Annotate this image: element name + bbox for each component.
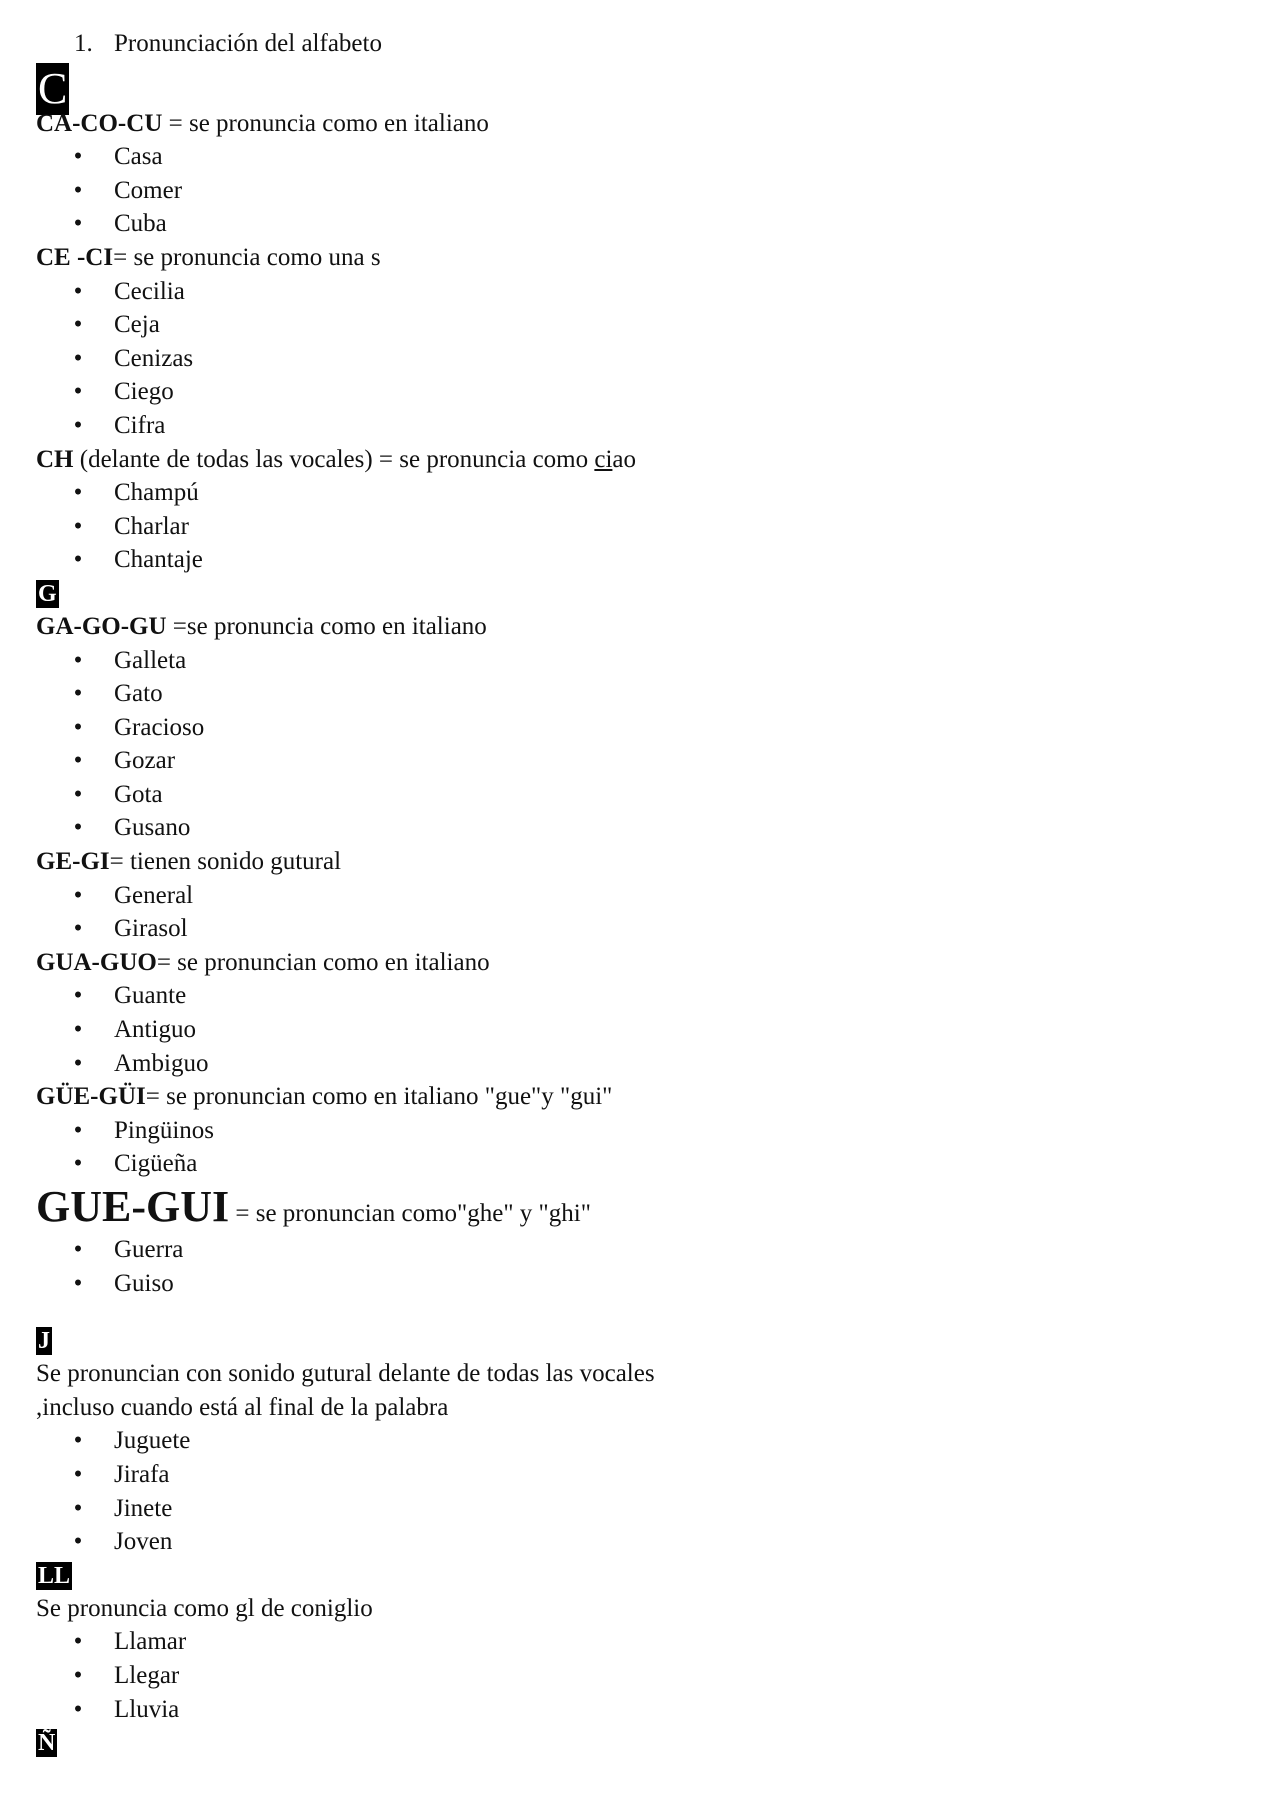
- list-item: [36, 207, 1236, 241]
- bullet-icon: •: [73, 814, 83, 842]
- rule-heading: [36, 241, 1236, 275]
- list-item: [36, 174, 1236, 208]
- letter-header-g: [36, 577, 1236, 610]
- list-item: [36, 1114, 1236, 1148]
- example-word: Jinete: [114, 1494, 173, 1522]
- bullet-icon: •: [73, 747, 83, 775]
- list-item: [36, 342, 1236, 376]
- bullet-icon: •: [73, 1269, 83, 1297]
- bullet-icon: •: [73, 378, 83, 406]
- bullet-icon: •: [73, 143, 83, 171]
- list-item: [36, 1424, 1236, 1458]
- list-item: [36, 409, 1236, 443]
- example-word: Casa: [114, 143, 163, 171]
- list-item: [36, 140, 1236, 174]
- letter-header-ll: [36, 1559, 1236, 1592]
- list-item: [36, 644, 1236, 678]
- list-item: [36, 811, 1236, 845]
- rule-text: = se pronuncia como en italiano: [162, 109, 489, 137]
- example-word: Llamar: [114, 1628, 187, 1656]
- example-word: Antiguo: [114, 1016, 196, 1044]
- rule-text: = se pronuncian como"ghe" y "ghi": [229, 1200, 591, 1227]
- bullet-icon: •: [73, 512, 83, 540]
- bullet-icon: •: [73, 915, 83, 943]
- rule-label: CH: [36, 445, 74, 473]
- rule-text: = se pronuncian como en italiano "gue"y "gui": [145, 1083, 613, 1111]
- letter-ll: LL: [38, 1562, 71, 1589]
- list-item: [36, 375, 1236, 409]
- example-word: Champú: [114, 479, 199, 507]
- list-item: [36, 308, 1236, 342]
- rule-heading: [36, 107, 1236, 141]
- example-word: Guante: [114, 982, 187, 1010]
- list-item: [36, 711, 1236, 745]
- bullet-icon: •: [73, 1016, 83, 1044]
- rule-text: =se pronuncia como en italiano: [166, 612, 487, 640]
- letter-header-enye: [36, 1726, 1236, 1762]
- rule-text: = se pronuncia como una s: [113, 243, 381, 271]
- list-item: [36, 1492, 1236, 1526]
- list-item: [36, 1047, 1236, 1081]
- bullet-icon: •: [73, 1528, 83, 1556]
- bullet-icon: •: [73, 982, 83, 1010]
- bullet-icon: •: [73, 277, 83, 305]
- bullet-icon: •: [73, 311, 83, 339]
- rule-heading: [36, 1080, 1236, 1114]
- bullet-icon: •: [73, 344, 83, 372]
- example-word: Lluvia: [114, 1695, 180, 1723]
- underlined-text: ci: [594, 445, 613, 473]
- bullet-icon: •: [73, 1150, 83, 1178]
- list-item: [36, 1525, 1236, 1559]
- bullet-icon: •: [73, 713, 83, 741]
- rule-label: GUE-GUI: [36, 1182, 230, 1231]
- example-word: Guiso: [114, 1269, 174, 1297]
- paragraph-line: Se pronuncian con sonido gutural delante de todas las vocales: [36, 1360, 655, 1388]
- example-word: General: [114, 881, 194, 909]
- example-word: Ambiguo: [114, 1049, 209, 1077]
- example-word: Ciego: [114, 378, 174, 406]
- list-item: [36, 1625, 1236, 1659]
- example-word: Galleta: [114, 646, 187, 674]
- rule-heading: [36, 1181, 1236, 1233]
- rule-text: = tienen sonido gutural: [109, 848, 342, 876]
- list-item: [36, 879, 1236, 913]
- bullet-icon: •: [73, 1628, 83, 1656]
- letter-c: C: [38, 63, 68, 113]
- list-item: [36, 744, 1236, 778]
- paragraph-line: Se pronuncia como gl de coniglio: [36, 1594, 373, 1622]
- rule-heading: [36, 443, 1236, 477]
- example-word: Ceja: [114, 311, 160, 339]
- list-item: [36, 778, 1236, 812]
- example-word: Charlar: [114, 512, 189, 540]
- list-item: [36, 1458, 1236, 1492]
- list-item: [36, 275, 1236, 309]
- list-item: [36, 510, 1236, 544]
- example-word: Llegar: [114, 1661, 180, 1689]
- example-word: Gota: [114, 780, 163, 808]
- bullet-icon: •: [73, 646, 83, 674]
- list-number: 1.: [74, 30, 93, 57]
- rule-label: GA-GO-GU: [36, 612, 167, 640]
- bullet-icon: •: [73, 1460, 83, 1488]
- rule-heading: [36, 946, 1236, 980]
- letter-header-c: [36, 61, 1236, 113]
- paragraph-line: ,incluso cuando está al final de la palabra: [36, 1393, 449, 1421]
- example-word: Girasol: [114, 915, 188, 943]
- bullet-icon: •: [73, 411, 83, 439]
- bullet-icon: •: [73, 546, 83, 574]
- letter-j: J: [38, 1328, 50, 1355]
- example-word: Gozar: [114, 747, 176, 775]
- example-word: Gato: [114, 680, 163, 708]
- list-item: [36, 677, 1236, 711]
- example-word: Juguete: [114, 1427, 191, 1455]
- letter-g: G: [38, 580, 57, 607]
- example-word: Pingüinos: [114, 1116, 215, 1144]
- example-word: Jirafa: [114, 1460, 170, 1488]
- rule-heading: [36, 610, 1236, 644]
- document-title: Pronunciación del alfabeto: [114, 30, 382, 57]
- list-item: [36, 1693, 1236, 1727]
- letter-enye: Ñ: [38, 1730, 56, 1757]
- list-item: [36, 543, 1236, 577]
- rule-label: CE -CI: [36, 243, 114, 271]
- bullet-icon: •: [73, 1427, 83, 1455]
- rule-label: GE-GI: [36, 848, 110, 876]
- example-word: Gracioso: [114, 713, 205, 741]
- rule-label: GUA-GUO: [36, 948, 157, 976]
- bullet-icon: •: [73, 1695, 83, 1723]
- example-word: Guerra: [114, 1236, 184, 1263]
- example-word: Gusano: [114, 814, 191, 842]
- list-item: [36, 476, 1236, 510]
- bullet-icon: •: [73, 210, 83, 238]
- bullet-icon: •: [73, 680, 83, 708]
- bullet-icon: •: [73, 1049, 83, 1077]
- numbered-heading: [36, 27, 1236, 61]
- list-item: [36, 1147, 1236, 1181]
- rule-text-tail: ao: [612, 445, 637, 473]
- list-item: [36, 979, 1236, 1013]
- list-item: [36, 1659, 1236, 1693]
- document-body: [36, 27, 1236, 1762]
- spacer: [36, 1300, 1236, 1324]
- example-word: Cifra: [114, 411, 166, 439]
- list-item: [36, 1267, 1236, 1301]
- bullet-icon: •: [73, 780, 83, 808]
- list-item: [36, 912, 1236, 946]
- rule-label: GÜE-GÜI: [36, 1083, 146, 1111]
- example-word: Chantaje: [114, 546, 203, 574]
- rule-label: CA-CO-CU: [36, 109, 163, 137]
- example-word: Cuba: [114, 210, 167, 238]
- rule-heading: [36, 845, 1236, 879]
- rule-text: (delante de todas las vocales) = se pronuncia como: [73, 445, 595, 473]
- letter-header-j: [36, 1324, 1236, 1357]
- bullet-icon: •: [73, 1116, 83, 1144]
- example-word: Cigüeña: [114, 1150, 198, 1178]
- example-word: Cenizas: [114, 344, 194, 372]
- rule-text: = se pronuncian como en italiano: [156, 948, 490, 976]
- bullet-icon: •: [73, 1494, 83, 1522]
- bullet-icon: •: [73, 479, 83, 507]
- list-item: [36, 1233, 1236, 1267]
- list-item: [36, 1013, 1236, 1047]
- bullet-icon: •: [73, 881, 83, 909]
- bullet-icon: •: [73, 1236, 83, 1263]
- example-word: Joven: [114, 1528, 173, 1556]
- example-word: Comer: [114, 176, 183, 204]
- bullet-icon: •: [73, 1661, 83, 1689]
- bullet-icon: •: [73, 176, 83, 204]
- example-word: Cecilia: [114, 277, 185, 305]
